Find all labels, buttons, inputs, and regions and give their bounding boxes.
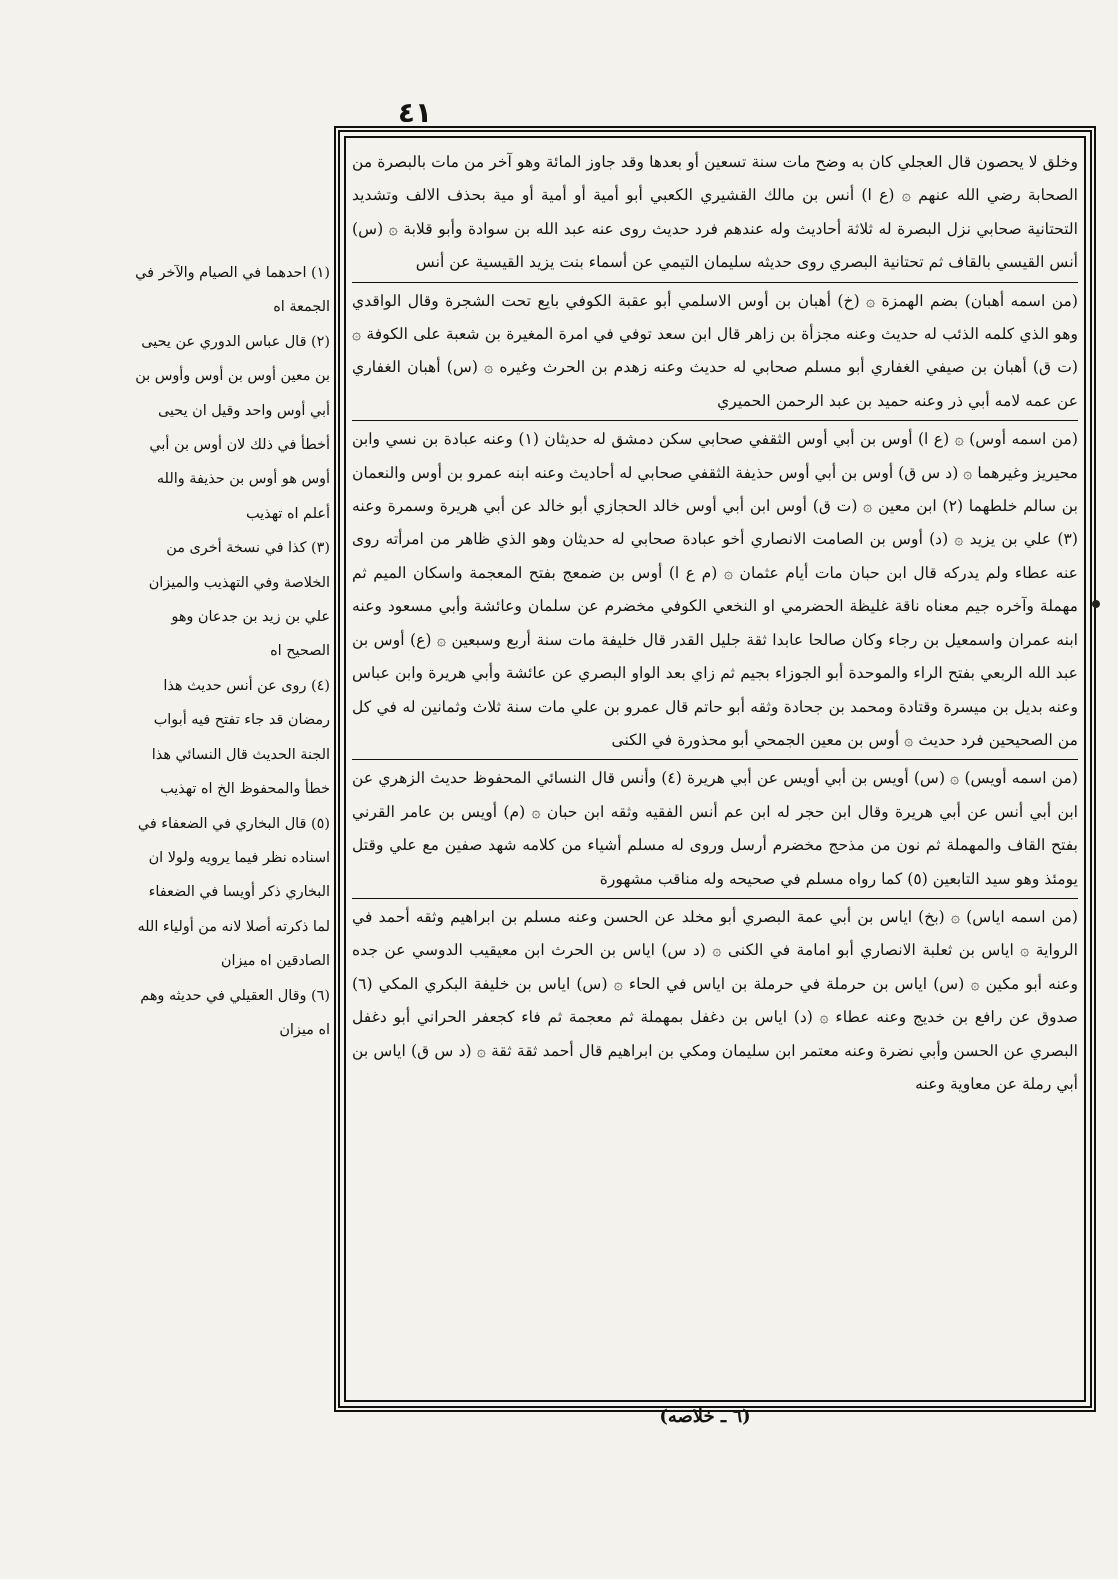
section-ahban: (من اسمه أهبان) بضم الهمزة ۞ (خ) أهبان بن أوس الاسلمي أبو عقبة الكوفي بايع تحت الشجرة وقال الواقدي وهو الذي كلمه الذئب له حديث وعنه مجزأة بن زاهر قال ابن سعد توفي في امرة المغيرة بن شعبة على الكوفة ۞ (ت ق) أهبان بن صيفي الغفاري أبو مسلم صحابي له حديث وعنه زهدم بن الحرث وغيره ۞ (س) أهبان الغفاري عن عمه لامه أبي ذر وعنه حميد بن عبد الرحمن الحميري	[352, 282, 1078, 419]
signature-mark: (٦ ـ خلاصه)	[659, 1406, 751, 1427]
entry-anas: وخلق لا يحصون قال العجلي كان به وضح مات سنة تسعين أو بعدها وقد جاوز المائة وهو آخر من مات بالبصرة من الصحابة رضي الله عنهم ۞ (ع ا) أنس بن مالك القشيري الكعبي أبو أمية أو أمية أو مية بحذف الالف وتشديد التحتانية صحابي نزل البصرة له ثلاثة أحاديث وله عندهم فرد حديث روى عنه عبد الله بن سوادة وأبو قلابة ۞ (س) أنس القيسي بالقاف ثم تحتانية البصري روى حديثه سليمان التيمي عن أسماء بنت يزيد القيسية عن أنس	[352, 153, 1078, 272]
footnote-5: (٥) قال البخاري في الضعفاء في اسناده نظر فيما يرويه ولولا ان البخاري ذكر أويسا في الضعفاء لما ذكرته أصلا لانه من أولياء الله الصادقين اه ميزان	[137, 815, 330, 970]
footnote-3: (٣) كذا في نسخة أخرى من الخلاصة وفي التهذيب والميزان علي بن زيد بن جدعان وهو الصحيح اه	[148, 540, 330, 660]
footnote-1: (١) احدهما في الصيام والآخر في الجمعة اه	[135, 265, 330, 316]
footnote-2: (٢) قال عباس الدوري عن يحيى بن معين أوس بن أوس وأوس بن أبي أوس واحد وقيل ان يحيى أخطأ في ذلك لان أوس بن أبي أوس هو أوس بن حذيفة والله أعلم اه تهذيب	[135, 333, 330, 522]
margin-footnotes	[134, 256, 330, 1047]
section-aws: (من اسمه أوس) ۞ (ع ا) أوس بن أبي أوس الثقفي صحابي سكن دمشق له حديثان (١) وعنه عبادة بن نسي وابن محيريز وغيرهما ۞ (د س ق) أوس بن أبي أوس حذيفة الثقفي صحابي له أحاديث وعنه ابنه عمرو بن أوس والنعمان بن سالم خلطهما (٢) ابن معين ۞ (ت ق) أوس ابن أبي أوس خالد الحجازي أبو خالد عن أبي هريرة وسمرة وعنه (٣) علي بن يزيد ۞ (د) أوس بن الصامت الانصاري أخو عبادة صحابي له حديثان وهو الذي ظاهر من امرأته روى عنه عطاء ولم يدركه قال ابن حبان مات أيام عثمان ۞ (م ع ا) أوس بن ضمعج بفتح المعجمة واسكان الميم ثم مهملة وآخره جيم معناه ناقة غليظة الحضرمي او النخعي الكوفي مخضرم عن سلمان وعائشة وأبي مسعود وعنه ابنه عمران واسمعيل بن رجاء وكان صالحا عابدا ثقة جليل القدر قال خليفة مات سنة أربع وسبعين ۞ (ع) أوس بن عبد الله الربعي بفتح الراء والموحدة أبو الجوزاء بجيم ثم زاي بعد الواو البصري عن عائشة وأبي هريرة وابن عباس وعنه بديل بن ميسرة وقتادة ومحمد بن جحادة وثقه أبو حاتم قال عمرو بن علي مات سنة ثلاث وثمانين له في كل من الصحيحين فرد حديث ۞ أوس بن معين الجمحي أبو محذورة في الكنى	[352, 420, 1078, 757]
main-text-column	[352, 146, 1078, 1398]
section-iyas: (من اسمه اياس) ۞ (بخ) اياس بن أبي عمة البصري أبو مخلد عن الحسن وعنه مسلم بن ابراهيم وثقه أحمد في الرواية ۞ اياس بن ثعلبة الانصاري أبو امامة في الكنى ۞ (د س) اياس بن الحرث ابن معيقيب الدوسي عن جده وعنه أبو مكين ۞ (س) اياس بن حرملة في حرملة بن اياس في الحاء ۞ (س) اياس بن خليفة البكري المكي (٦) صدوق عن رافع بن خديج وعنه عطاء ۞ (د) اياس بن دغفل بمهملة ثم معجمة ثم فاء كجعفر الحراني أبو دغفل البصري عن الحسن وأبي نضرة وعنه معتمر ابن سليمان ومكي بن ابراهيم قال أحمد ثقة ثقة ۞ (د س ق) اياس بن أبي رملة عن معاوية وعنه	[352, 898, 1078, 1101]
footnote-6: (٦) وقال العقيلي في حديثه وهم اه ميزان	[140, 987, 330, 1038]
binding-hole-mark	[1092, 600, 1100, 608]
footnote-4: (٤) روى عن أنس حديث هذا رمضان قد جاء تفتح فيه أبواب الجنة الحديث قال النسائي هذا خطأ والمحفوظ الخ اه تهذيب	[151, 677, 330, 798]
page-number: ٤١	[397, 96, 433, 129]
section-uways: (من اسمه أويس) ۞ (س) أويس بن أبي أويس عن أبي هريرة (٤) وأنس قال النسائي المحفوظ حديث الزهري عن ابن أبي أنس عن أبي هريرة وقال ابن حجر له ابن عم أنس الفقيه وثقه ابن حبان ۞ (م) أويس بن عامر القرني بفتح القاف والمهملة ثم نون من مذحج مخضرم أرسل وروى له مسلم أشياء من كلامه شهد صفين مع علي وقتل يومئذ وهو سيد التابعين (٥) كما رواه مسلم في صحيحه وله مناقب مشهورة	[352, 759, 1078, 896]
